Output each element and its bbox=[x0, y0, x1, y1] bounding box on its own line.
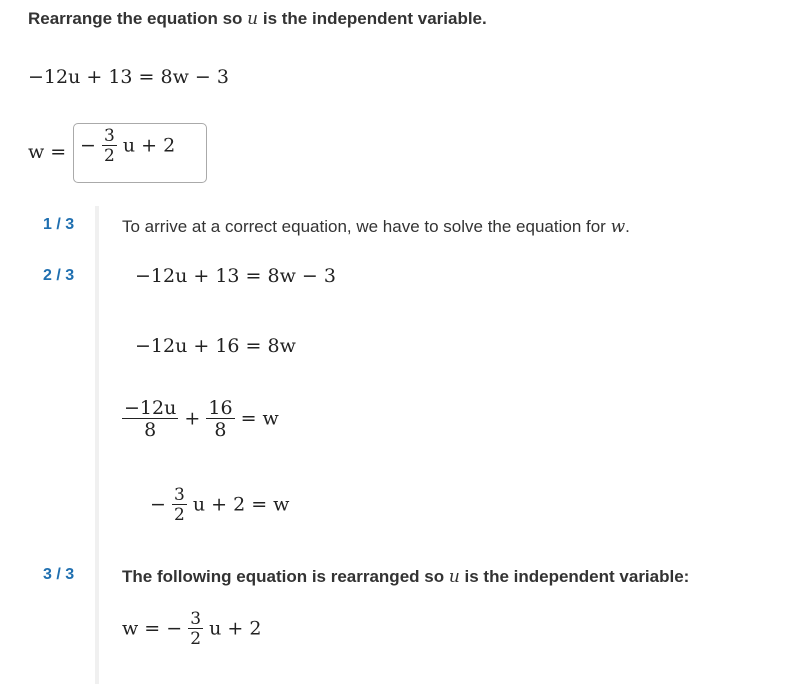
step-3-equation-lhs: w = − bbox=[122, 617, 183, 640]
step-2-line-3-rhs: = w bbox=[240, 407, 279, 430]
step-2-fraction-2-denominator: 8 bbox=[206, 418, 234, 440]
prompt-text-after: is the independent variable. bbox=[258, 9, 487, 28]
answer-sign: − bbox=[80, 134, 96, 157]
step-3-equation-denominator: 2 bbox=[190, 629, 202, 649]
step-2-line-4-sign: − bbox=[150, 493, 166, 516]
step-1-text-before: To arrive at a correct equation, we have to solve the equation for bbox=[122, 217, 611, 236]
step-3-equation-rest: u + 2 bbox=[209, 617, 262, 640]
step-1-variable: w bbox=[610, 217, 626, 237]
step-3-text bbox=[122, 567, 689, 587]
step-2-label: 2 / 3 bbox=[43, 267, 75, 284]
answer-denominator: 2 bbox=[103, 146, 115, 166]
step-2-line-1: −12u + 13 = 8w − 3 bbox=[135, 265, 336, 287]
answer-fraction bbox=[102, 128, 117, 165]
step-3-equation-numerator: 3 bbox=[190, 609, 202, 629]
answer-expression bbox=[80, 128, 175, 165]
answer-lhs: w = bbox=[28, 141, 67, 163]
step-1-label: 1 / 3 bbox=[43, 216, 75, 233]
step-2-fraction-1-denominator: 8 bbox=[122, 418, 178, 440]
step-2-line-3 bbox=[122, 399, 279, 440]
step-2-line-4-numerator: 3 bbox=[173, 485, 185, 505]
step-2-plus: + bbox=[184, 407, 201, 430]
step-3-equation bbox=[122, 611, 261, 648]
step-1-text-after: . bbox=[625, 217, 630, 236]
step-2-line-4-denominator: 2 bbox=[173, 505, 185, 525]
question-prompt bbox=[28, 9, 487, 29]
prompt-text-before: Rearrange the equation so bbox=[28, 9, 248, 28]
step-3-equation-fraction bbox=[188, 611, 203, 648]
step-2-line-4-rest: u + 2 = w bbox=[192, 493, 290, 516]
step-3-text-after: is the independent variable: bbox=[459, 567, 690, 586]
answer-numerator: 3 bbox=[103, 126, 115, 146]
step-2-fraction-2 bbox=[206, 399, 234, 440]
steps-rail bbox=[95, 206, 99, 684]
step-1-text bbox=[122, 217, 630, 237]
prompt-variable: u bbox=[247, 9, 259, 29]
step-2-line-4-fraction bbox=[172, 487, 187, 524]
step-2-fraction-1 bbox=[122, 399, 178, 440]
step-3-variable: u bbox=[448, 567, 460, 587]
step-2-fraction-2-numerator: 16 bbox=[208, 397, 233, 419]
step-3-label: 3 / 3 bbox=[43, 566, 75, 583]
given-equation: −12u + 13 = 8w − 3 bbox=[28, 66, 229, 88]
step-2-fraction-1-numerator: −12u bbox=[124, 397, 177, 419]
step-2-line-2: −12u + 16 = 8w bbox=[135, 335, 296, 357]
answer-rest: u + 2 bbox=[122, 134, 176, 157]
step-3-text-before: The following equation is rearranged so bbox=[122, 567, 449, 586]
step-2-line-4 bbox=[150, 487, 289, 524]
